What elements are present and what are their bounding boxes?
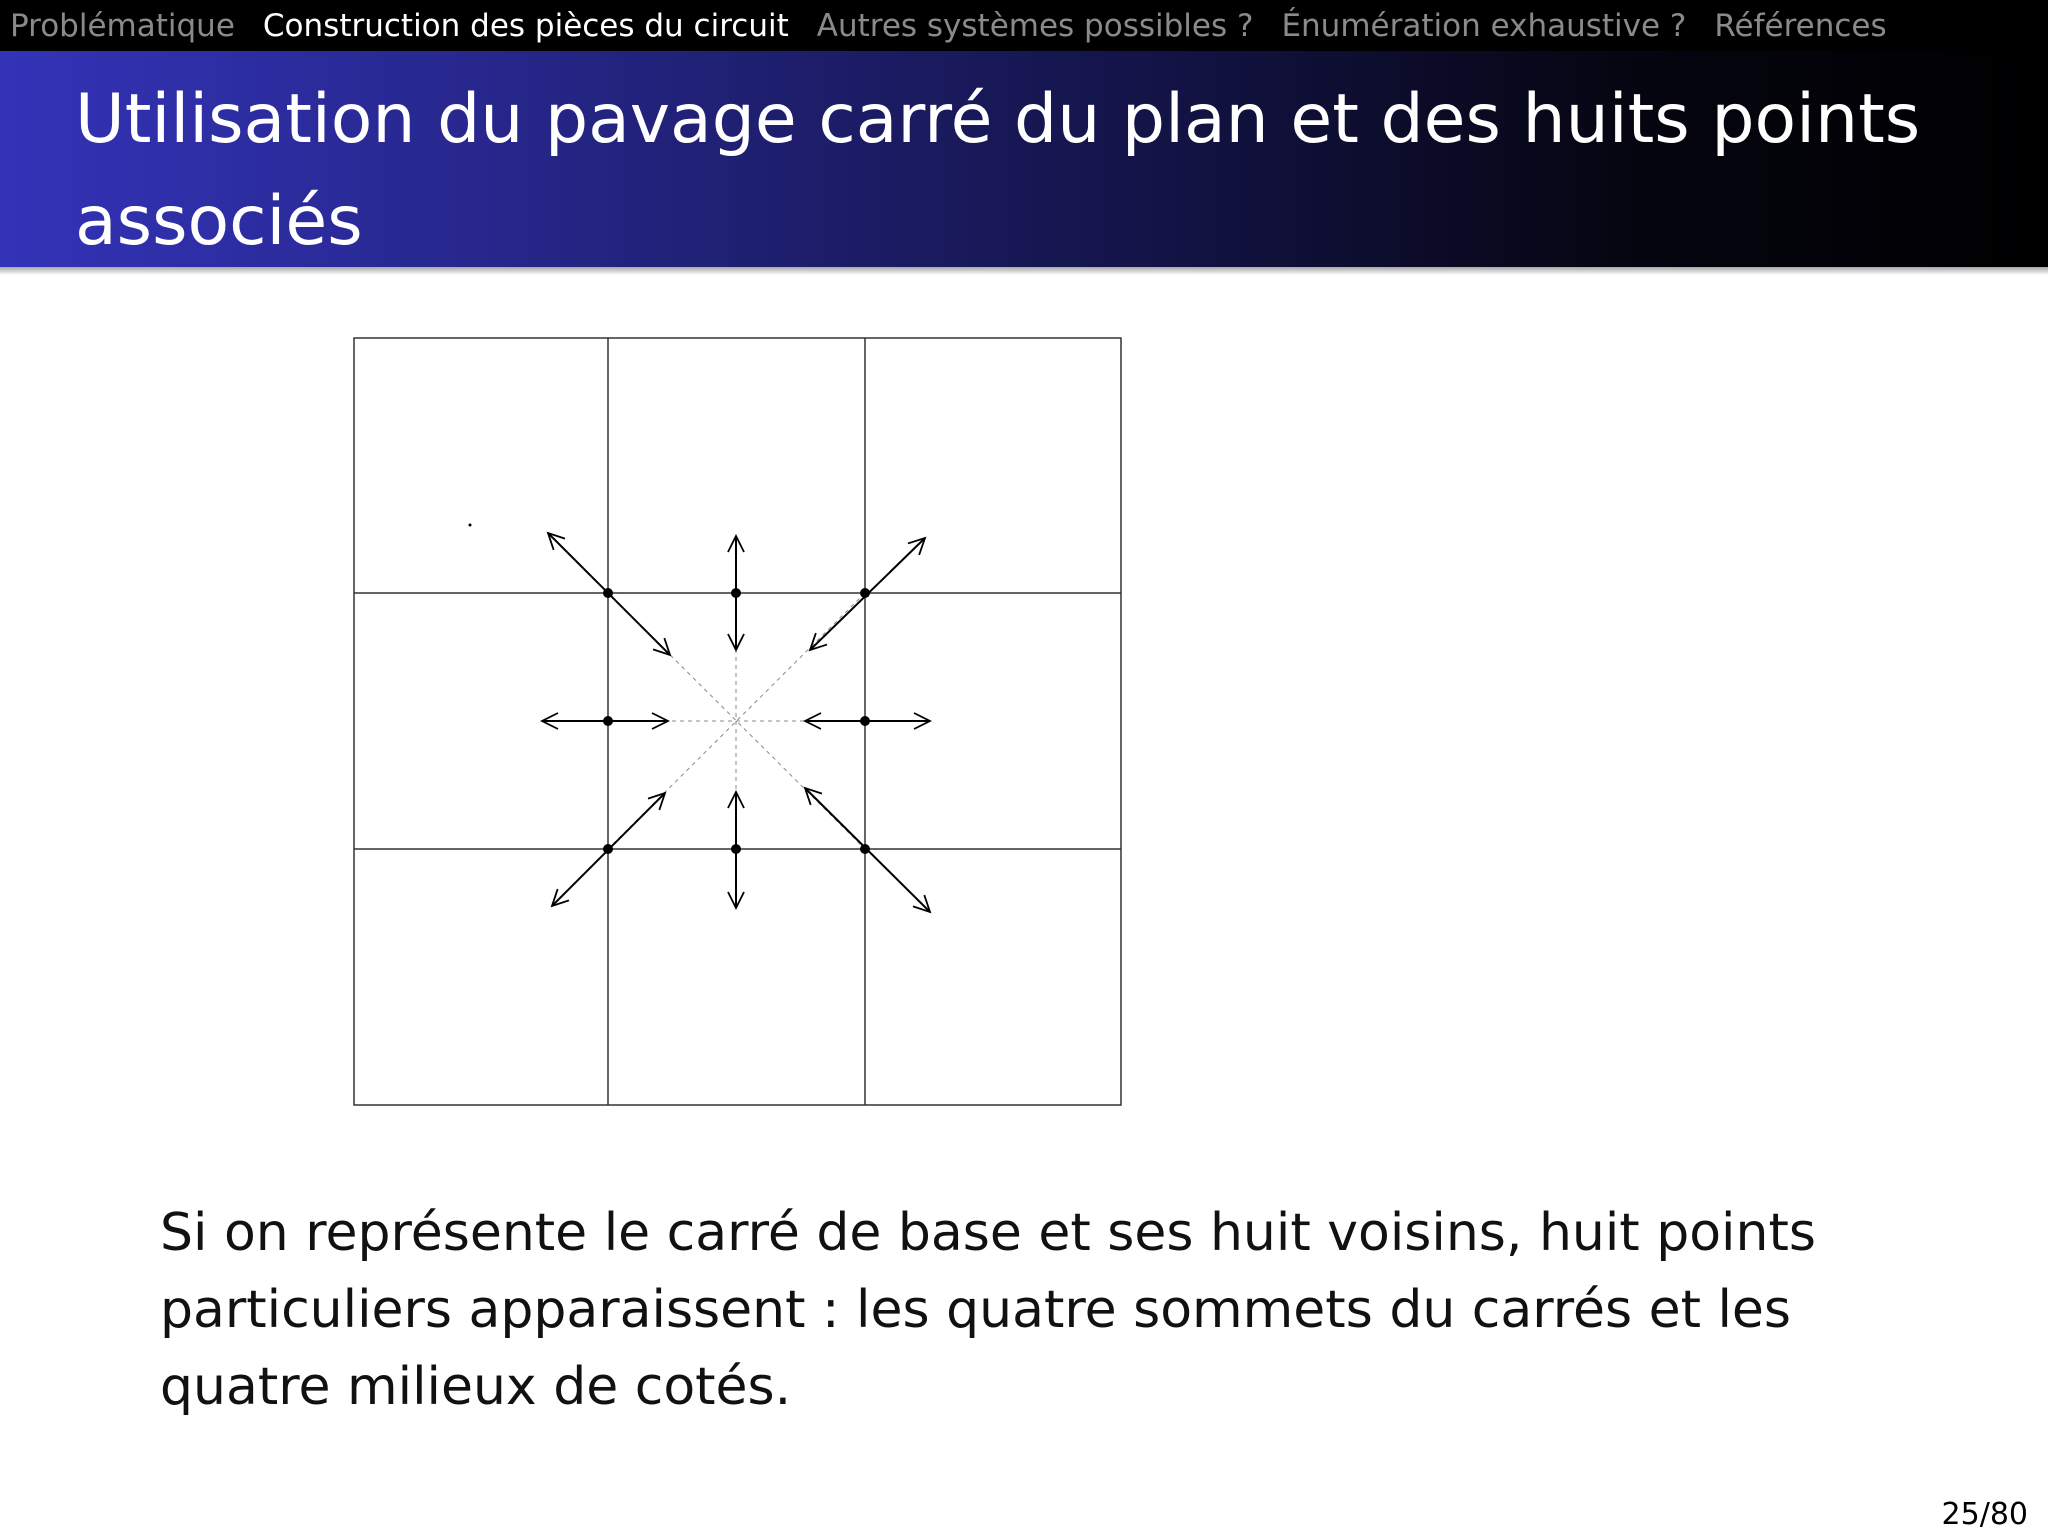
point-bottom-right-vertex [860, 844, 870, 854]
point-top-midpoint [731, 588, 741, 598]
point-left-midpoint [603, 716, 613, 726]
nav-item-references[interactable]: Références [1714, 7, 1887, 44]
nav-item-autres-systemes[interactable]: Autres systèmes possibles ? [816, 7, 1254, 44]
stray-dot [469, 524, 472, 527]
special-points [469, 524, 871, 855]
point-bottom-midpoint [731, 844, 741, 854]
section-navigation [0, 0, 2048, 51]
nav-item-enumeration[interactable]: Énumération exhaustive ? [1281, 7, 1687, 44]
point-top-left-vertex [603, 588, 613, 598]
slide-title-bar [0, 51, 2048, 267]
nav-item-problematique[interactable]: Problématique [10, 7, 235, 44]
slide-caption: Si on représente le carré de base et ses huit voisins, huit points particuliers apparaissent : les quatre sommets du carrés et les quatre milieux de cotés. [160, 1203, 1816, 1417]
nav-item-construction[interactable]: Construction des pièces du circuit [262, 7, 789, 44]
point-top-right-vertex [860, 588, 870, 598]
slide-title: Utilisation du pavage carré du plan et des huits points associés [75, 80, 1921, 261]
point-bottom-left-vertex [603, 844, 613, 854]
page-number: 25/80 [1941, 1497, 2028, 1532]
square-tiling-figure [340, 320, 1130, 1110]
point-right-midpoint [860, 716, 870, 726]
